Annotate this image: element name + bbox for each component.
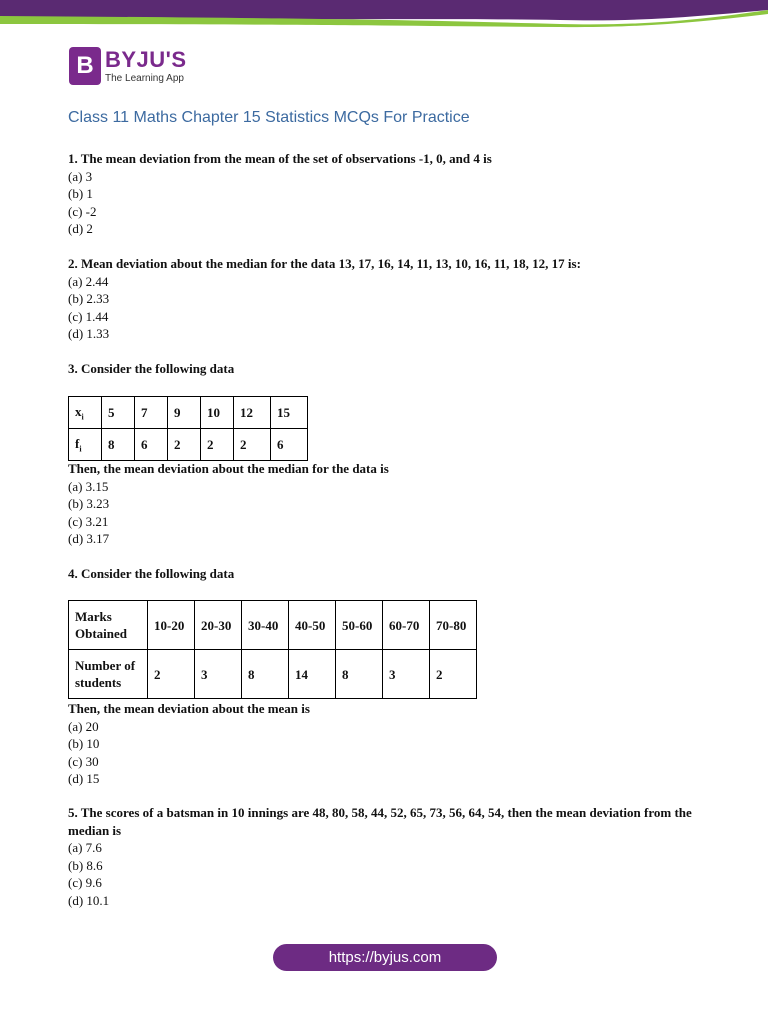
table-row-label — [69, 429, 102, 461]
question-3 — [68, 360, 708, 378]
table-row — [69, 650, 477, 699]
table-cell: 15 — [271, 397, 308, 429]
logo-tagline: The Learning App — [105, 72, 184, 84]
label-sub: i — [81, 412, 84, 422]
option-c: (c) 30 — [68, 753, 99, 769]
option-d: (d) 3.17 — [68, 531, 110, 546]
question-5 — [68, 804, 708, 909]
table-cell: 10 — [201, 397, 234, 429]
option-a: (a) 2.44 — [68, 273, 109, 289]
label-x: x — [75, 403, 82, 419]
table-row — [69, 397, 308, 429]
question-followup: Then, the mean deviation about the median for the data is — [68, 461, 389, 476]
data-table-q4 — [68, 600, 477, 699]
label-sub: i — [79, 444, 82, 454]
table-row-label — [69, 397, 102, 429]
option-b: (b) 8.6 — [68, 857, 103, 873]
byjus-logo — [69, 47, 187, 85]
top-banner — [0, 0, 768, 28]
question-4 — [68, 565, 708, 583]
option-d: (d) 2 — [68, 221, 93, 236]
table-cell: 2 — [430, 650, 477, 699]
question-1 — [68, 150, 708, 238]
table-row-label — [69, 650, 148, 699]
page-title: Class 11 Maths Chapter 15 Statistics MCQs For Practice — [68, 109, 470, 126]
option-a: (a) 3 — [68, 168, 93, 184]
table-cell: 8 — [336, 650, 383, 699]
table-cell: 3 — [383, 650, 430, 699]
table-row — [69, 429, 308, 461]
question-4-options — [68, 700, 708, 788]
label-f: f — [75, 435, 80, 451]
table-cell: 2 — [234, 429, 271, 461]
question-followup: Then, the mean deviation about the mean is — [68, 701, 310, 716]
question-stem: 2. Mean deviation about the median for the data 13, 17, 16, 14, 11, 13, 10, 16, 11, 18, 12, 17 is: — [68, 256, 581, 271]
question-stem: 4. Consider the following data — [68, 566, 235, 581]
table-cell: 5 — [102, 397, 135, 429]
table-cell: 7 — [135, 397, 168, 429]
option-a: (a) 3.15 — [68, 478, 109, 494]
table-cell: 8 — [102, 429, 135, 461]
option-c: (c) 1.44 — [68, 308, 109, 324]
data-table-q3 — [68, 396, 308, 461]
table-cell: 2 — [201, 429, 234, 461]
table-cell: 2 — [148, 650, 195, 699]
question-2 — [68, 255, 708, 343]
option-d: (d) 15 — [68, 771, 100, 786]
option-c: (c) 3.21 — [68, 513, 109, 529]
table-cell: 6 — [135, 429, 168, 461]
footer-url-link[interactable]: https://byjus.com — [273, 944, 497, 971]
table-cell: 70-80 — [430, 601, 477, 650]
table-row — [69, 601, 477, 650]
table-cell: 2 — [168, 429, 201, 461]
option-b: (b) 10 — [68, 736, 100, 751]
option-d: (d) 10.1 — [68, 892, 110, 908]
label-line: Obtained — [75, 626, 128, 641]
table-row-label — [69, 601, 148, 650]
question-stem: 3. Consider the following data — [68, 361, 235, 376]
option-c: (c) 9.6 — [68, 875, 102, 890]
table-cell: 12 — [234, 397, 271, 429]
table-cell: 10-20 — [148, 601, 195, 650]
question-3-options — [68, 460, 708, 548]
table-cell: 60-70 — [383, 601, 430, 650]
label-line: Marks — [75, 609, 112, 624]
option-b: (b) 2.33 — [68, 291, 110, 306]
table-cell: 6 — [271, 429, 308, 461]
table-cell: 50-60 — [336, 601, 383, 650]
table-cell: 20-30 — [195, 601, 242, 650]
table-cell: 9 — [168, 397, 201, 429]
option-d: (d) 1.33 — [68, 326, 110, 341]
option-b: (b) 1 — [68, 186, 93, 201]
option-a: (a) 7.6 — [68, 840, 102, 855]
label-line: students — [75, 675, 122, 690]
table-cell: 3 — [195, 650, 242, 699]
table-cell: 30-40 — [242, 601, 289, 650]
question-stem: 5. The scores of a batsman in 10 innings are 48, 80, 58, 44, 52, 65, 73, 56, 64, 54, then the mean deviation from the median is — [68, 805, 692, 838]
logo-name: BYJU'S — [105, 46, 187, 72]
table-cell: 8 — [242, 650, 289, 699]
logo-mark: B — [69, 47, 101, 85]
question-stem: 1. The mean deviation from the mean of the set of observations -1, 0, and 4 is — [68, 151, 492, 166]
option-c: (c) -2 — [68, 203, 97, 219]
option-a: (a) 20 — [68, 718, 99, 734]
option-b: (b) 3.23 — [68, 496, 110, 511]
table-cell: 40-50 — [289, 601, 336, 650]
logo-text — [105, 46, 187, 84]
label-line: Number of — [75, 658, 136, 673]
table-cell: 14 — [289, 650, 336, 699]
